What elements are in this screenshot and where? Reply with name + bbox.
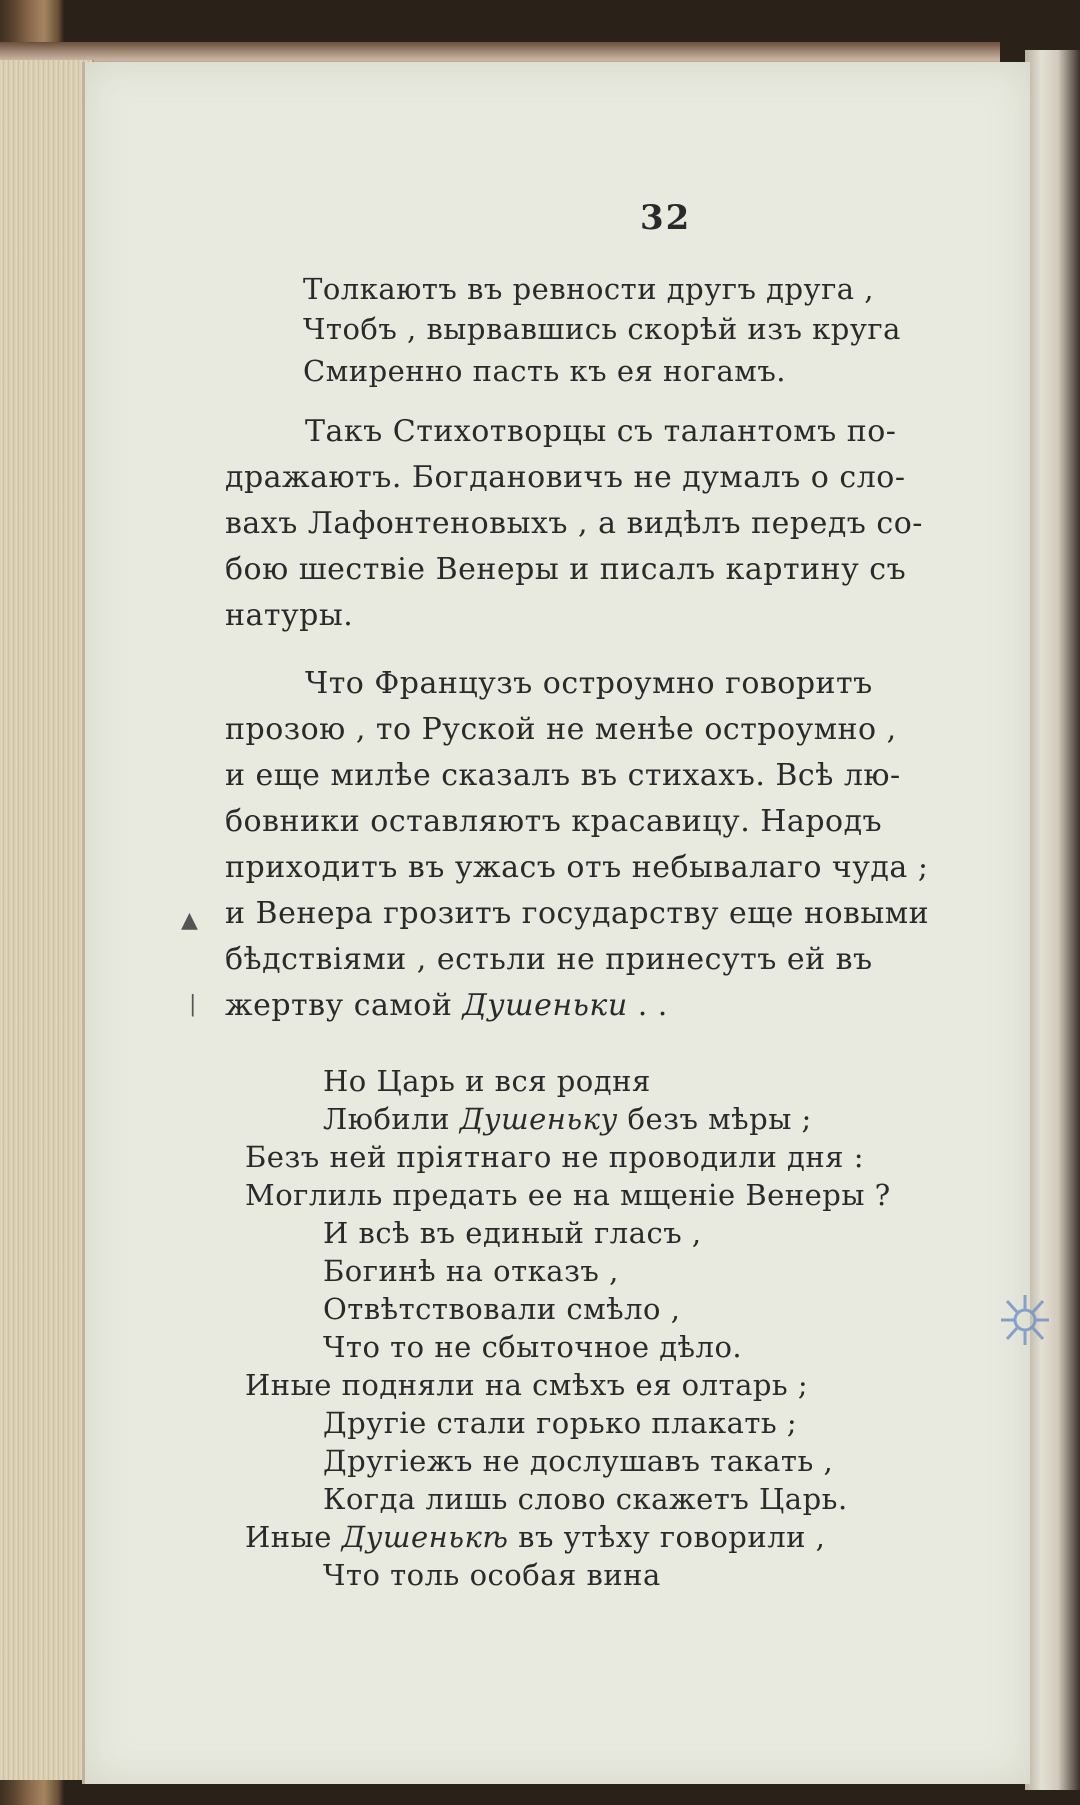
prose-line: [225, 988, 668, 1023]
prose-line: дражаютъ. Богдановичъ не думалъ о сло-: [225, 460, 906, 495]
page-stack-left: [0, 60, 94, 1780]
verse-line: Но Царь и вся родня: [323, 1064, 651, 1098]
prose-line: прозою , то Руской не менѣе остроумно ,: [225, 712, 897, 747]
italic-name: Душеньку: [459, 1102, 618, 1136]
prose-line: бовники оставляютъ красавицу. Народъ: [225, 804, 883, 839]
verse-line: Смиренно пасть къ ея ногамъ.: [303, 354, 787, 388]
prose-line: бою шествiе Венеры и писалъ картину съ: [225, 552, 907, 587]
verse-line: Иные подняли на смѣхъ ея олтарь ;: [245, 1368, 809, 1402]
verse-line: Когда лишь слово скажетъ Царь.: [323, 1482, 848, 1516]
verse-line: Безъ ней прiятнаго не проводили дня :: [245, 1140, 864, 1174]
verse-line: Чтобъ , вырвавшись скорѣй изъ круга: [303, 312, 901, 346]
prose-line: Что Французъ остроумно говоритъ: [305, 666, 873, 701]
verse-line: [323, 1102, 812, 1136]
verse-text: безъ мѣры ;: [617, 1102, 812, 1136]
verse-line: И всѣ въ единый гласъ ,: [323, 1216, 702, 1250]
prose-line: и Венера грозитъ государству еще новыми: [225, 896, 930, 931]
book-right-edge: [1025, 50, 1080, 1790]
prose-line: вахъ Лафонтеновыхъ , а видѣлъ передъ со-: [225, 506, 923, 541]
prose-line: приходитъ въ ужасъ отъ небывалаго чуда ;: [225, 850, 929, 885]
page-number: 32: [640, 198, 692, 238]
verse-line: Толкаютъ въ ревности другъ друга ,: [303, 272, 875, 306]
prose-text: . .: [627, 988, 668, 1023]
prose-line: бѣдствiями , естьли не принесутъ ей въ: [225, 942, 873, 977]
prose-text: жертву самой: [225, 988, 463, 1023]
margin-mark: |: [189, 992, 197, 1017]
italic-name: Душенькѣ: [341, 1520, 509, 1554]
verse-line: Что толь особая вина: [323, 1558, 661, 1592]
verse-line: [245, 1520, 825, 1554]
margin-mark: ▲: [181, 908, 198, 933]
prose-line: Такъ Стихотворцы съ талантомъ по-: [305, 414, 897, 449]
verse-line: Отвѣтствовали смѣло ,: [323, 1292, 681, 1326]
verse-text: Иные: [245, 1520, 342, 1554]
verse-line: Другiежъ не дослушавъ такать ,: [323, 1444, 834, 1478]
book-page: [82, 62, 1030, 1784]
prose-line: и еще милѣе сказалъ въ стихахъ. Всѣ лю-: [225, 758, 901, 793]
italic-name: Душеньки: [462, 988, 628, 1023]
verse-line: Что то не сбыточное дѣло.: [323, 1330, 743, 1364]
verse-line: Другiе стали горько плакать ;: [323, 1406, 798, 1440]
verse-line: Богинѣ на отказъ ,: [323, 1254, 619, 1288]
library-stamp-icon: [995, 1285, 1055, 1355]
verse-line: Моглиль предать ее на мщенiе Венеры ?: [245, 1178, 891, 1212]
verse-text: Любили: [323, 1102, 460, 1136]
verse-text: въ утѣху говорили ,: [508, 1520, 826, 1554]
page-text: [85, 62, 1030, 1784]
prose-line: натуры.: [225, 598, 354, 633]
